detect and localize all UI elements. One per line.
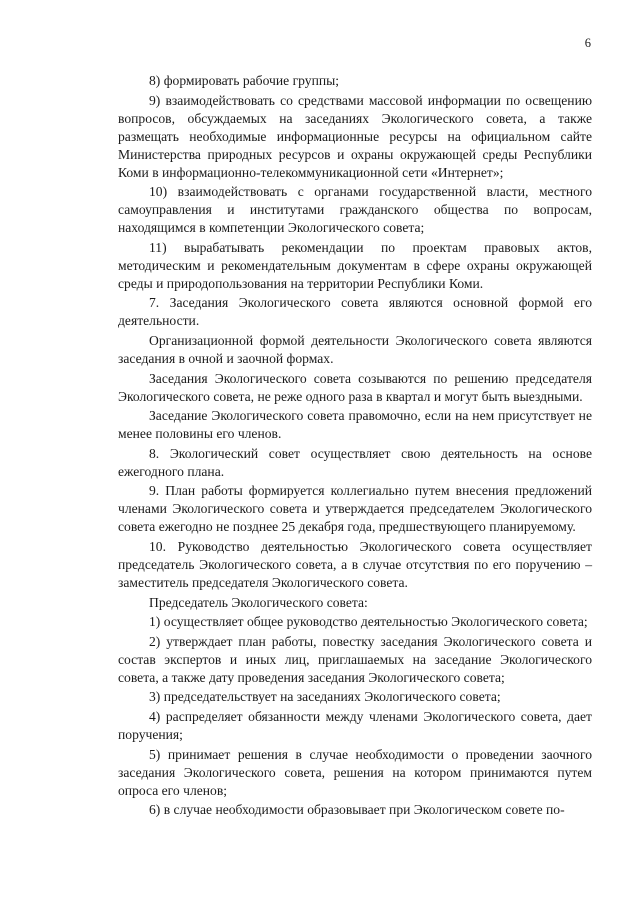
paragraph-convening: Заседания Экологического совета созываются по решению председателя Экологического совета, не реже одного раза в квартал и могут быть выездными. bbox=[118, 370, 592, 404]
page-number: 6 bbox=[584, 36, 591, 50]
paragraph-chairman-heading: Председатель Экологического совета: bbox=[149, 594, 368, 610]
paragraph-item-11: 11) вырабатывать рекомендации по проектам правовых актов, методическим и рекомендательным документам в сфере охраны окружающей среды и природопользования на территории Республики Коми. bbox=[118, 239, 592, 291]
paragraph-clause-10: 10. Руководство деятельностью Экологического совета осуществляет председатель Экологического совета, а в случае отсутствия по его поручению – заместитель председателя Экологического совета. bbox=[118, 538, 592, 590]
paragraph-chairman-duty-3: 3) председательствует на заседаниях Экологического совета; bbox=[149, 689, 501, 705]
document-body bbox=[118, 72, 592, 819]
paragraph-clause-8: 8. Экологический совет осуществляет свою деятельность на основе ежегодного плана. bbox=[118, 445, 592, 479]
paragraph-chairman-duty-6: 6) в случае необходимости образовывает при Экологическом совете по- bbox=[149, 802, 565, 818]
paragraph-item-9: 9) взаимодействовать со средствами массовой информации по освещению вопросов, обсуждаемых на заседаниях Экологического совета, а также размещать необходимые информационные ресурсы на официальном сайте Министерства природных ресурсов и охраны окружающей среды Республики Коми в информационно-телекоммуникационной сети «Интернет»; bbox=[118, 92, 592, 180]
paragraph-clause-9: 9. План работы формируется коллегиально путем внесения предложений членами Экологического совета и утверждается председателем Экологического совета ежегодно не позднее 25 декабря года, предшествующего планируемому. bbox=[118, 483, 592, 535]
paragraph-chairman-duty-4: 4) распределяет обязанности между членами Экологического совета, дает поручения; bbox=[118, 708, 592, 742]
paragraph-clause-7: 7. Заседания Экологического совета являются основной формой его деятельности. bbox=[118, 295, 592, 329]
paragraph-chairman-duty-5: 5) принимает решения в случае необходимости о проведении заочного заседания Экологического совета, решения на котором принимаются путем опроса его членов; bbox=[118, 746, 592, 798]
paragraph-org-form: Организационной формой деятельности Экологического совета являются заседания в очной и заочной формах. bbox=[118, 332, 592, 366]
paragraph-item-10: 10) взаимодействовать с органами государственной власти, местного самоуправления и институтами гражданского общества по вопросам, находящимся в компетенции Экологического совета; bbox=[118, 184, 592, 236]
paragraph-chairman-duty-1: 1) осуществляет общее руководство деятельностью Экологического совета; bbox=[149, 614, 588, 630]
paragraph-chairman-duty-2: 2) утверждает план работы, повестку заседания Экологического совета и состав экспертов и иных лиц, приглашаемых на заседание Экологического совета, а также дату проведения заседания Экологического совета; bbox=[118, 633, 592, 685]
paragraph-quorum: Заседание Экологического совета правомочно, если на нем присутствует не менее половины его членов. bbox=[118, 408, 592, 442]
paragraph-item-8: 8) формировать рабочие группы; bbox=[149, 73, 340, 88]
